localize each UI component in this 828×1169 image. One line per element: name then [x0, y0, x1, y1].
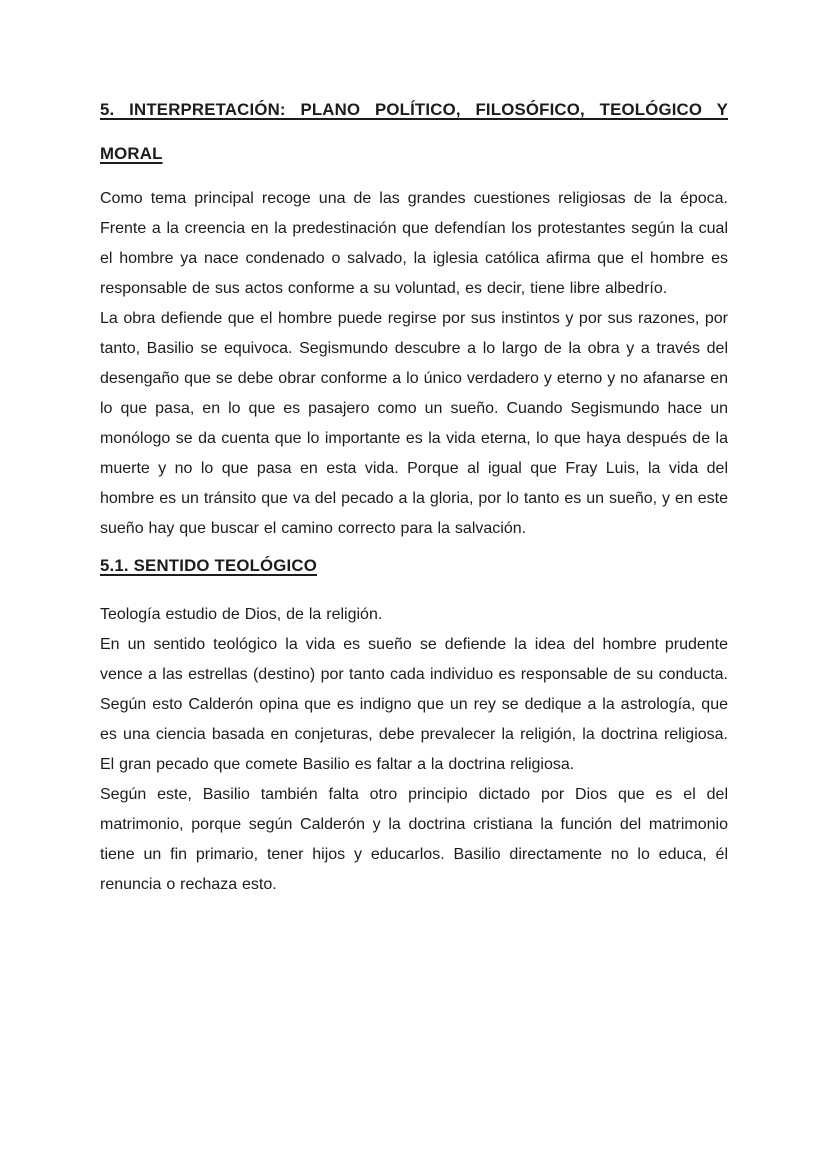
heading-interpretacion-line-1: 5. INTERPRETACIÓN: PLANO POLÍTICO, FILOSÓFICO, TEOLÓGICO Y [100, 100, 728, 119]
paragraph-matrimonio: Según este, Basilio también falta otro principio dictado por Dios que es el del matrimonio, porque según Calderón y la doctrina cristiana la función del matrimonio tiene un fin primario, tener hijos y educarlos. Basilio directamente no lo educa, él renuncia o rechaza esto. [100, 786, 728, 893]
paragraph-sentido-teologico-cuerpo: En un sentido teológico la vida es sueño se defiende la idea del hombre prudente vence a las estrellas (destino) por tanto cada individuo es responsable de su conducta. Según esto Calderón opina que es indigno que un rey se dedique a la astrología, que es una ciencia basada en conjeturas, debe prevalecer la religión, la doctrina religiosa. El gran pecado que comete Basilio es faltar a la doctrina religiosa. [100, 636, 728, 773]
section-heading-sentido-teologico [100, 544, 728, 588]
paragraph-teologia-definicion: Teología estudio de Dios, de la religión. [100, 606, 383, 623]
paragraph-obra-defiende: La obra defiende que el hombre puede regirse por sus instintos y por sus razones, por tanto, Basilio se equivoca. Segismundo descubre a lo largo de la obra y a través del desengaño que se debe obrar conforme a lo único verdadero y eterno y no afanarse en lo que pasa, en lo que es pasajero como un sueño. Cuando Segismundo hace un monólogo se da cuenta que lo importante es la vida eterna, lo que haya después de la muerte y no lo que pasa en esta vida. Porque al igual que Fray Luis, la vida del hombre es un tránsito que va del pecado a la gloria, por lo tanto es un sueño, y en este sueño hay que buscar el camino correcto para la salvación. [100, 310, 728, 537]
heading-interpretacion-line-2: MORAL [100, 144, 163, 163]
paragraph-tema-principal: Como tema principal recoge una de las grandes cuestiones religiosas de la época. Frente a la creencia en la predestinación que defendían los protestantes según la cual el hombre ya nace condenado o salvado, la iglesia católica afirma que el hombre es responsable de sus actos conforme a su voluntad, es decir, tiene libre albedrío. [100, 190, 728, 297]
section-heading-interpretacion [100, 88, 728, 176]
heading-sentido-teologico-text: 5.1. SENTIDO TEOLÓGICO [100, 556, 317, 575]
